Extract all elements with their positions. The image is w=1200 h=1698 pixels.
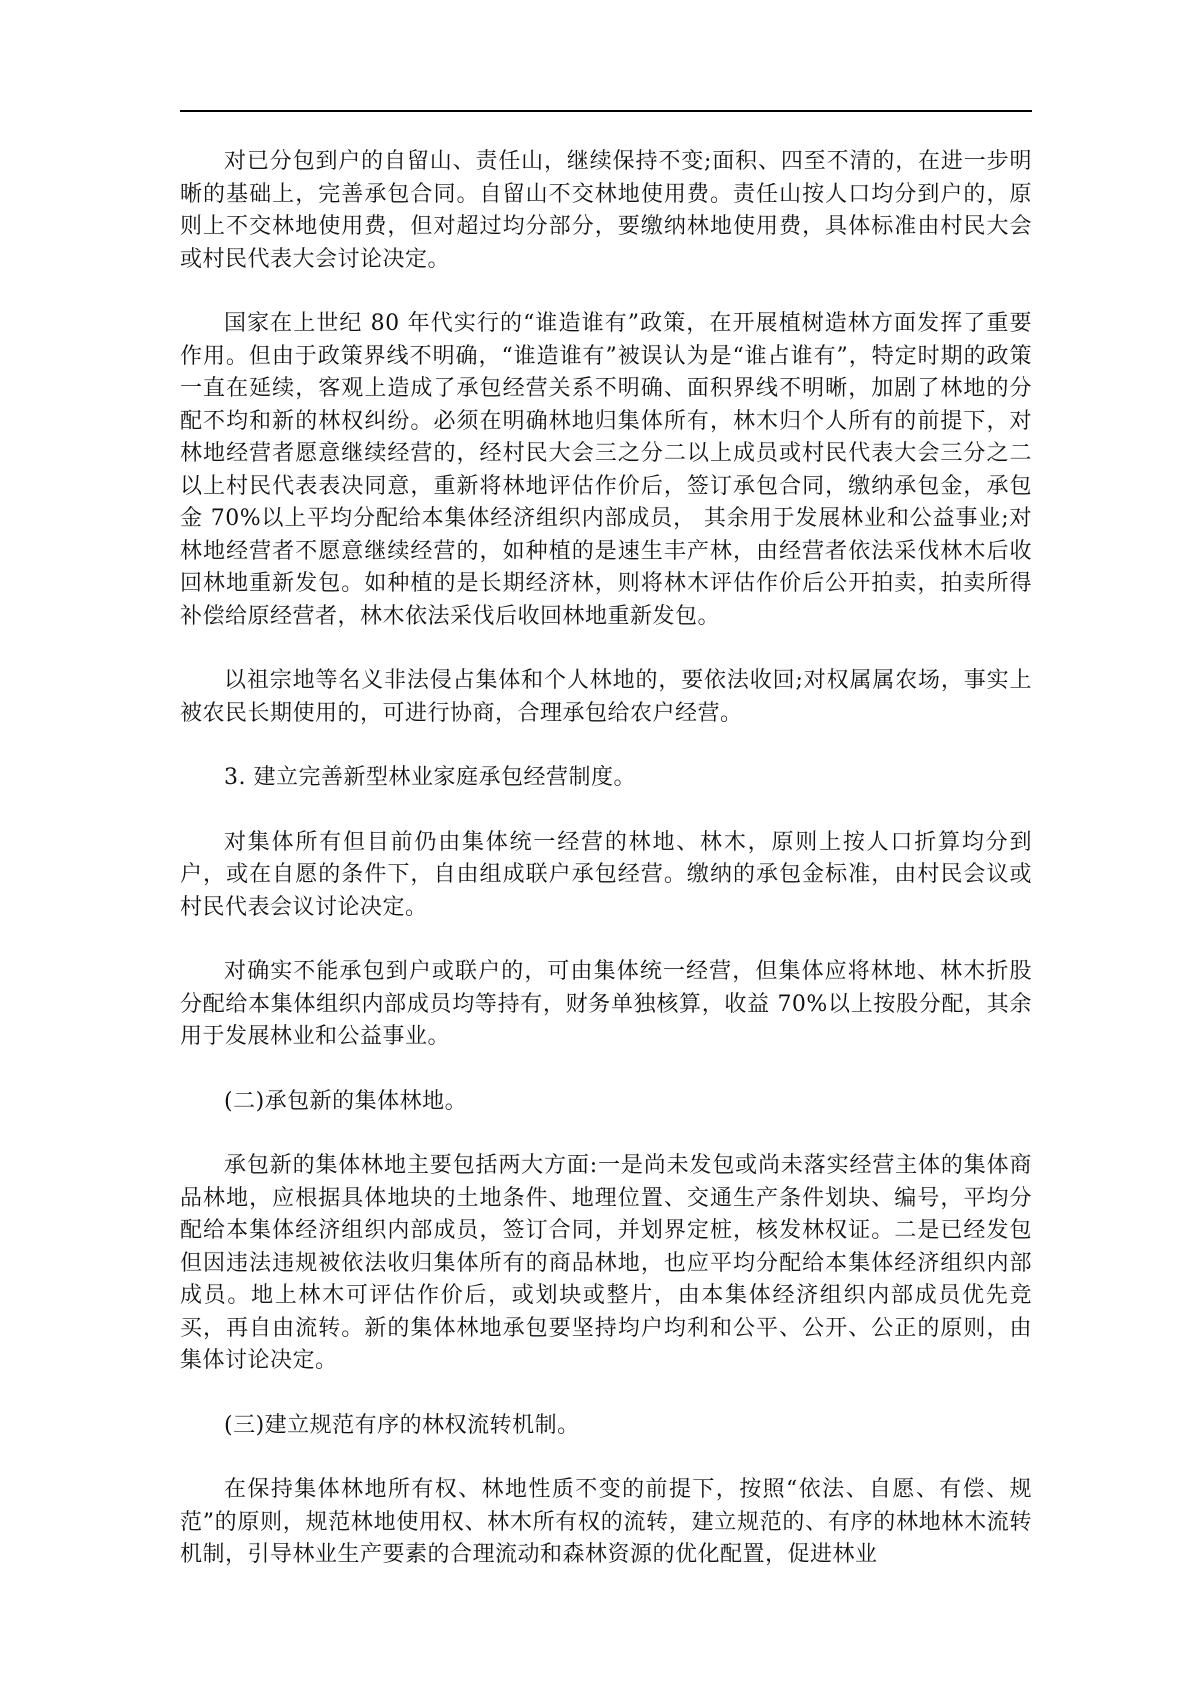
paragraph: 对集体所有但目前仍由集体统一经营的林地、林木，原则上按人口折算均分到户，或在自愿的条件下，自由组成联户承包经营。缴纳的承包金标准，由村民会议或村民代表会议讨论决定。 — [180, 829, 1032, 920]
paragraph: 对已分包到户的自留山、责任山，继续保持不变;面积、四至不清的，在进一步明晰的基础上，完善承包合同。自留山不交林地使用费。责任山按人口均分到户的，原则上不交林地使用费，但对超过均分部分，要缴纳林地使用费，具体标准由村民大会或村民代表大会讨论决定。 — [180, 149, 1032, 272]
section-heading: (二)承包新的集体林地。 — [224, 1088, 468, 1114]
document-body — [180, 146, 1032, 1604]
paragraph: 国家在上世纪 80 年代实行的“谁造谁有”政策，在开展植树造林方面发挥了重要作用。但由于政策界线不明确，“谁造谁有”被误认为是“谁占谁有”，特定时期的政策一直在延续，客观上造成了承包经营关系不明确、面积界线不明晰，加剧了林地的分配不均和新的林权纠纷。必须在明确林地归集体所有，林木归个人所有的前提下，对林地经营者愿意继续经营的，经村民大会三之分二以上成员或村民代表大会三分之二以上村民代表表决同意，重新将林地评估作价后，签订承包合同，缴纳承包金，承包金 70%以上平均分配给本集体经济组织内部成员， 其余用于发展林业和公益事业;对林地经营者不愿意继续经营的，如种植的是速生丰产林，由经营者依法采伐林木后收回林地重新发包。如种植的是长期经济林，则将林木评估作价后公开拍卖，拍卖所得补偿给原经营者，林木依法采伐后收回林地重新发包。 — [180, 311, 1032, 629]
section-heading: (三)建立规范有序的林权流转机制。 — [224, 1412, 580, 1438]
paragraph: 以祖宗地等名义非法侵占集体和个人林地的，要依法收回;对权属属农场，事实上被农民长期使用的，可进行协商，合理承包给农户经营。 — [180, 668, 1032, 726]
header-rule — [180, 110, 1032, 112]
paragraph: 承包新的集体林地主要包括两大方面:一是尚未发包或尚未落实经营主体的集体商品林地，应根据具体地块的土地条件、地理位置、交通生产条件划块、编号，平均分配给本集体经济组织内部成员，签订合同，并划界定桩，核发林权证。二是已经发包但因违法违规被依法收归集体所有的商品林地，也应平均分配给本集体经济组织内部成员。地上林木可评估作价后，或划块或整片，由本集体经济组织内部成员优先竞买，再自由流转。新的集体林地承包要坚持均户均利和公平、公开、公正的原则，由集体讨论决定。 — [180, 1153, 1032, 1373]
section-heading: 3. 建立完善新型林业家庭承包经营制度。 — [224, 765, 636, 790]
paragraph: 对确实不能承包到户或联户的，可由集体统一经营，但集体应将林地、林木折股分配给本集体组织内部成员均等持有，财务单独核算，收益 70%以上按股分配，其余用于发展林业和公益事业。 — [180, 959, 1032, 1049]
paragraph: 在保持集体林地所有权、林地性质不变的前提下，按照“依法、自愿、有偿、规范”的原则，规范林地使用权、林木所有权的流转，建立规范的、有序的林地林木流转机制，引导林业生产要素的合理流动和森林资源的优化配置，促进林业 — [180, 1477, 1032, 1567]
